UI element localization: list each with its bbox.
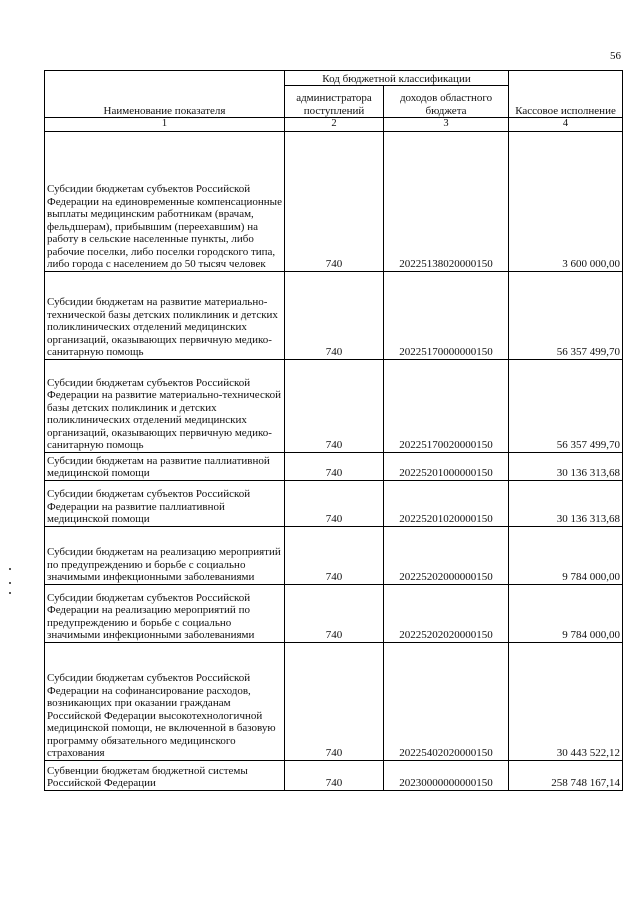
table-row xyxy=(45,480,623,526)
row-admin: 740 xyxy=(285,359,384,452)
row-name: Субсидии бюджетам субъектов Российской Федерации на реализацию мероприятий по предупреждению и борьбе с социально значимыми инфекционными заболеваниями xyxy=(45,584,285,642)
header-execution: Кассовое исполнение xyxy=(509,71,623,118)
row-admin: 740 xyxy=(285,480,384,526)
row-name: Субсидии бюджетам на развитие паллиативной медицинской помощи xyxy=(45,452,285,480)
row-amount: 56 357 499,70 xyxy=(509,359,623,452)
row-amount: 30 443 522,12 xyxy=(509,642,623,760)
row-name: Субсидии бюджетам субъектов Российской Федерации на единовременные компенсационные выплаты медицинским работникам (врачам, фельдшерам), прибывшим (переехавшим) на работу в сельские населенные пункты, либо рабочие поселки, либо поселки городского типа, либо города с населением до 50 тысяч человек xyxy=(45,131,285,271)
row-admin: 740 xyxy=(285,760,384,790)
row-admin: 740 xyxy=(285,642,384,760)
page-number: 56 xyxy=(610,50,621,62)
column-number: 4 xyxy=(509,118,623,132)
row-code: 20225202000000150 xyxy=(384,526,509,584)
row-amount: 9 784 000,00 xyxy=(509,584,623,642)
margin-marks xyxy=(8,568,12,618)
row-code: 20225402020000150 xyxy=(384,642,509,760)
table-row xyxy=(45,584,623,642)
table-row xyxy=(45,271,623,359)
row-admin: 740 xyxy=(285,271,384,359)
column-number: 1 xyxy=(45,118,285,132)
row-code: 20230000000000150 xyxy=(384,760,509,790)
row-name: Субсидии бюджетам субъектов Российской Федерации на развитие материально-технической базы детских поликлиник и детских поликлинических отделений медицинских организаций, оказывающих первичную медико-санитарную помощь xyxy=(45,359,285,452)
row-admin: 740 xyxy=(285,452,384,480)
table-row xyxy=(45,526,623,584)
table-row xyxy=(45,760,623,790)
row-amount: 56 357 499,70 xyxy=(509,271,623,359)
row-admin: 740 xyxy=(285,526,384,584)
row-name: Субсидии бюджетам на реализацию мероприятий по предупреждению и борьбе с социально значимыми инфекционными заболеваниями xyxy=(45,526,285,584)
table-row xyxy=(45,359,623,452)
row-admin: 740 xyxy=(285,131,384,271)
row-code: 20225170020000150 xyxy=(384,359,509,452)
row-code: 20225170000000150 xyxy=(384,271,509,359)
row-code: 20225201000000150 xyxy=(384,452,509,480)
header-administrator: администратора поступлений xyxy=(285,86,384,118)
row-amount: 30 136 313,68 xyxy=(509,452,623,480)
table-row xyxy=(45,131,623,271)
row-code: 20225201020000150 xyxy=(384,480,509,526)
row-name: Субсидии бюджетам субъектов Российской Федерации на софинансирование расходов, возникающих при оказании гражданам Российской Федерации высокотехнологичной медицинской помощи, не включенной в базовую программу обязательного медицинского страхования xyxy=(45,642,285,760)
header-code-group: Код бюджетной классификации xyxy=(285,71,509,86)
header-name: Наименование показателя xyxy=(45,71,285,118)
header-income-code: доходов областного бюджета xyxy=(384,86,509,118)
row-amount: 258 748 167,14 xyxy=(509,760,623,790)
row-amount: 9 784 000,00 xyxy=(509,526,623,584)
row-amount: 3 600 000,00 xyxy=(509,131,623,271)
column-number: 3 xyxy=(384,118,509,132)
row-name: Субсидии бюджетам субъектов Российской Федерации на развитие паллиативной медицинской помощи xyxy=(45,480,285,526)
column-numbers-row xyxy=(45,118,623,132)
row-name: Субвенции бюджетам бюджетной системы Российской Федерации xyxy=(45,760,285,790)
row-amount: 30 136 313,68 xyxy=(509,480,623,526)
row-code: 20225202020000150 xyxy=(384,584,509,642)
row-name: Субсидии бюджетам на развитие материально-технической базы детских поликлиник и детских поликлинических отделений медицинских организаций, оказывающих первичную медико-санитарную помощь xyxy=(45,271,285,359)
budget-table xyxy=(44,70,623,791)
row-code: 20225138020000150 xyxy=(384,131,509,271)
column-number: 2 xyxy=(285,118,384,132)
row-admin: 740 xyxy=(285,584,384,642)
table-row xyxy=(45,452,623,480)
table-row xyxy=(45,642,623,760)
